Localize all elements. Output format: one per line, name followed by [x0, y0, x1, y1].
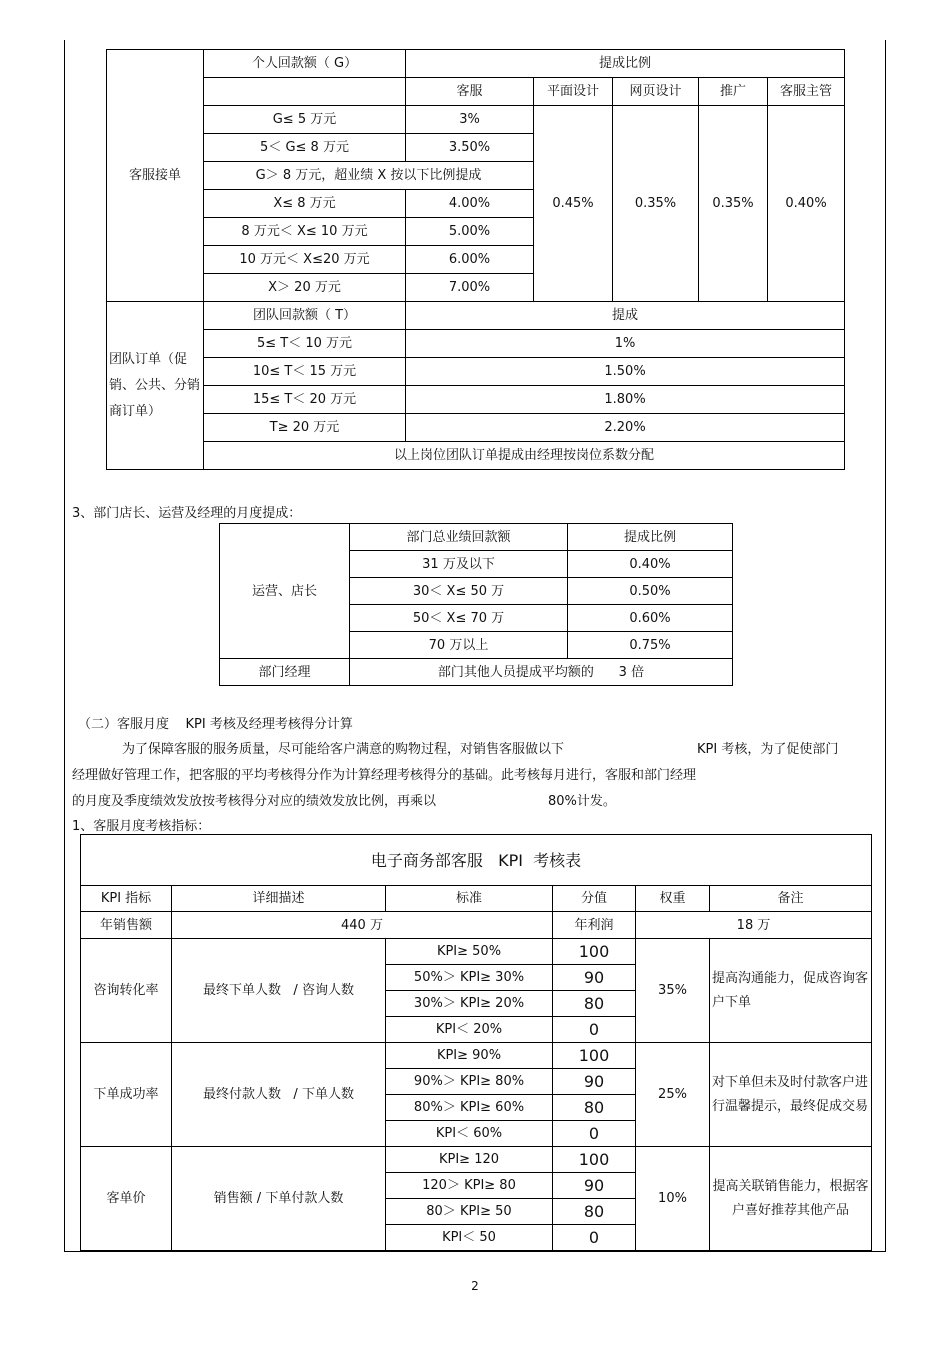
header-ratio: 提成比例 [568, 524, 733, 551]
rate-cell: 0.50% [568, 578, 733, 605]
annual-profit-value: 18 万 [636, 912, 872, 939]
col-header-score: 分值 [553, 886, 636, 912]
col-header-kpi: KPI 指标 [81, 886, 172, 912]
team-range-cell: 5≤ T＜ 10 万元 [204, 330, 406, 358]
page-frame-left [64, 40, 65, 1252]
annual-profit-label: 年利润 [553, 912, 636, 939]
range-cell: 8 万元＜ X≤ 10 万元 [204, 218, 406, 246]
role-ops-store: 运营、店长 [220, 524, 350, 659]
kpi-std: KPI≥ 50% [386, 939, 553, 965]
kpi-std: KPI＜ 20% [386, 1017, 553, 1043]
team-note: 以上岗位团队订单提成由经理按岗位系数分配 [204, 442, 845, 470]
kpi-desc: 销售额 / 下单付款人数 [172, 1147, 386, 1251]
kpi-name: 客单价 [81, 1147, 172, 1251]
kpi-desc: 最终付款人数 / 下单人数 [172, 1043, 386, 1147]
kpi-std: 30%＞ KPI≥ 20% [386, 991, 553, 1017]
range-cell: 5＜ G≤ 8 万元 [204, 134, 406, 162]
range-cell: 31 万及以下 [350, 551, 568, 578]
kpi-score: 80 [553, 1095, 636, 1121]
rate-cell: 0.40% [568, 551, 733, 578]
role-header: 网页设计 [613, 78, 699, 106]
group-label-team: 团队订单（促销、公共、分销商订单） [107, 302, 204, 470]
manager-commission-table [219, 523, 733, 686]
range-cell: 10 万元＜ X≤20 万元 [204, 246, 406, 274]
kpi-weight: 25% [636, 1043, 710, 1147]
range-cell: X≤ 8 万元 [204, 190, 406, 218]
team-rate-cell: 2.20% [406, 414, 845, 442]
rate-cell: 4.00% [406, 190, 534, 218]
role-header: 推广 [699, 78, 768, 106]
annual-sales-label: 年销售额 [81, 912, 172, 939]
team-header-commission: 提成 [406, 302, 845, 330]
col-header-weight: 权重 [636, 886, 710, 912]
kpi-table [80, 834, 872, 1251]
team-range-cell: 15≤ T＜ 20 万元 [204, 386, 406, 414]
commission-table [106, 49, 845, 470]
paragraph-line-1b: KPI 考核，为了促使部门 [697, 742, 839, 757]
header-amount: 部门总业绩回款额 [350, 524, 568, 551]
role-manager: 部门经理 [220, 659, 350, 686]
kpi-score: 80 [553, 1199, 636, 1225]
kpi-std: 120＞ KPI≥ 80 [386, 1173, 553, 1199]
paragraph-line-3b: 80%计发。 [548, 794, 616, 809]
team-range-cell: T≥ 20 万元 [204, 414, 406, 442]
range-cell: 30＜ X≤ 50 万 [350, 578, 568, 605]
section3-title: 3、部门店长、运营及经理的月度提成： [72, 506, 302, 521]
kpi-name: 下单成功率 [81, 1043, 172, 1147]
manager-desc: 部门其他人员提成平均额的 3 倍 [350, 659, 733, 686]
kpi-table-title: 电子商务部客服 KPI 考核表 [81, 835, 872, 886]
kpi-std: KPI≥ 90% [386, 1043, 553, 1069]
kpi-score: 80 [553, 991, 636, 1017]
col-header-note: 备注 [710, 886, 872, 912]
team-header-amount: 团队回款额（ T） [204, 302, 406, 330]
header-ratio: 提成比例 [406, 50, 845, 78]
kpi-score: 90 [553, 1069, 636, 1095]
rate-supervisor: 0.40% [768, 106, 845, 302]
rate-design: 0.45% [534, 106, 613, 302]
page-frame-right [885, 40, 886, 1252]
team-rate-cell: 1.50% [406, 358, 845, 386]
rate-web: 0.35% [613, 106, 699, 302]
kpi-weight: 10% [636, 1147, 710, 1251]
kpi-desc: 最终下单人数 / 咨询人数 [172, 939, 386, 1043]
kpi-note: 提高沟通能力，促成咨询客户下单 [710, 939, 872, 1043]
kpi-std: 90%＞ KPI≥ 80% [386, 1069, 553, 1095]
rate-cell: 3% [406, 106, 534, 134]
rate-promo: 0.35% [699, 106, 768, 302]
role-header: 客服 [406, 78, 534, 106]
annual-sales-value: 440 万 [172, 912, 553, 939]
rate-cell: 7.00% [406, 274, 534, 302]
kpi-score: 100 [553, 939, 636, 965]
range-cell: 70 万以上 [350, 632, 568, 659]
rate-cell: 6.00% [406, 246, 534, 274]
range-cell: G≤ 5 万元 [204, 106, 406, 134]
paragraph-line-3: 的月度及季度绩效发放按考核得分对应的绩效发放比例，再乘以 [72, 794, 437, 809]
kpi-score: 100 [553, 1147, 636, 1173]
col-header-desc: 详细描述 [172, 886, 386, 912]
paragraph-line-2: 经理做好管理工作，把客服的平均考核得分作为计算经理考核得分的基础。此考核每月进行，客服和部门经理 [72, 768, 697, 783]
team-range-cell: 10≤ T＜ 15 万元 [204, 358, 406, 386]
header-empty [204, 78, 406, 106]
page-number: 2 [471, 1279, 479, 1293]
kpi-score: 90 [553, 1173, 636, 1199]
role-header: 客服主管 [768, 78, 845, 106]
kpi-std: KPI＜ 50 [386, 1225, 553, 1251]
kpi-score: 90 [553, 965, 636, 991]
kpi-score: 100 [553, 1043, 636, 1069]
kpi-name: 咨询转化率 [81, 939, 172, 1043]
kpi-std: 80%＞ KPI≥ 60% [386, 1095, 553, 1121]
kpi-score: 0 [553, 1225, 636, 1251]
section2-title: （二）客服月度 KPI 考核及经理考核得分计算 [78, 717, 353, 732]
kpi-std: 50%＞ KPI≥ 30% [386, 965, 553, 991]
kpi-score: 0 [553, 1017, 636, 1043]
range-note-cell: G＞ 8 万元，超业绩 X 按以下比例提成 [204, 162, 534, 190]
header-personal: 个人回款额（ G） [204, 50, 406, 78]
role-header: 平面设计 [534, 78, 613, 106]
rate-cell: 0.60% [568, 605, 733, 632]
range-cell: 50＜ X≤ 70 万 [350, 605, 568, 632]
sub1-title: 1、客服月度考核指标： [72, 819, 211, 834]
rate-cell: 0.75% [568, 632, 733, 659]
kpi-std: 80＞ KPI≥ 50 [386, 1199, 553, 1225]
kpi-weight: 35% [636, 939, 710, 1043]
team-rate-cell: 1% [406, 330, 845, 358]
rate-cell: 3.50% [406, 134, 534, 162]
paragraph-line-1: 为了保障客服的服务质量，尽可能给客户满意的购物过程，对销售客服做以下 [122, 742, 565, 757]
col-header-std: 标准 [386, 886, 553, 912]
kpi-score: 0 [553, 1121, 636, 1147]
group-label-service: 客服接单 [107, 50, 204, 302]
rate-cell: 5.00% [406, 218, 534, 246]
page-frame-bottom [64, 1251, 886, 1252]
kpi-std: KPI≥ 120 [386, 1147, 553, 1173]
kpi-note: 提高关联销售能力，根据客户喜好推荐其他产品 [710, 1147, 872, 1251]
range-cell: X＞ 20 万元 [204, 274, 406, 302]
team-rate-cell: 1.80% [406, 386, 845, 414]
kpi-note: 对下单但未及时付款客户进行温馨提示，最终促成交易 [710, 1043, 872, 1147]
kpi-std: KPI＜ 60% [386, 1121, 553, 1147]
